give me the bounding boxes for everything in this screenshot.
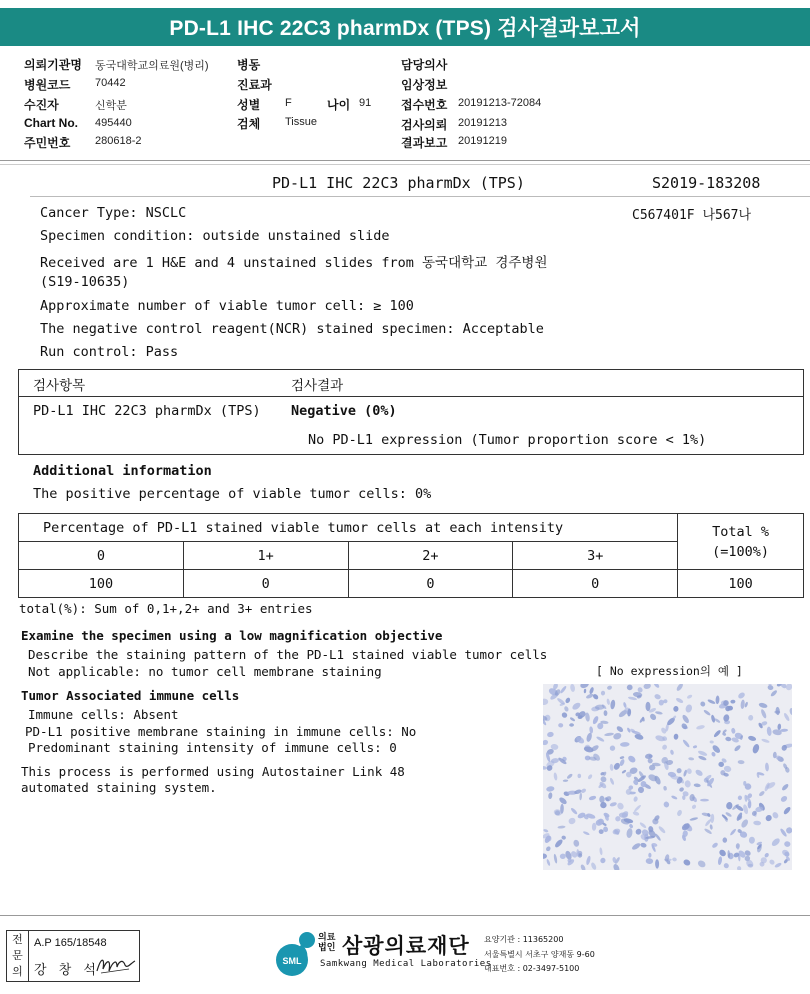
result-detail: No PD-L1 expression (Tumor proportion score < 1%) [308, 432, 707, 448]
resident-no-label: 주민번호 [24, 136, 71, 150]
specimen-value: Tissue [285, 116, 317, 128]
nucleus-mark [693, 745, 698, 749]
examine-line-2: Not applicable: no tumor cell membrane staining [28, 664, 382, 679]
nucleus-mark [558, 796, 568, 805]
nucleus-mark [737, 845, 740, 850]
result-item: PD-L1 IHC 22C3 pharmDx (TPS) [33, 403, 261, 419]
institution-value: 동국대학교의료원(병리) [95, 60, 209, 72]
nucleus-mark [543, 739, 549, 746]
specimen-number: S2019-183208 [652, 174, 761, 192]
nucleus-mark [566, 773, 573, 780]
nucleus-mark [658, 699, 664, 705]
nucleus-mark [774, 862, 782, 868]
nucleus-mark [718, 848, 727, 857]
nucleus-mark [633, 804, 641, 812]
receipt-no-value: 20191213-72084 [458, 97, 542, 109]
outside-specimen-no: (S19-10635) [40, 274, 130, 290]
org-info-3: 대표번호 : 02-3497-5100 [484, 964, 580, 973]
nucleus-mark [583, 831, 590, 836]
nucleus-mark [737, 795, 742, 800]
nucleus-mark [775, 707, 780, 715]
nucleus-mark [633, 796, 638, 802]
nucleus-mark [610, 745, 616, 751]
cancer-type: Cancer Type: NSCLC [40, 205, 187, 221]
nucleus-mark [565, 697, 572, 704]
nucleus-mark [546, 859, 551, 866]
nucleus-mark [559, 685, 567, 694]
immune-cells: Immune cells: Absent [28, 707, 179, 722]
org-info-2: 서울특별시 서초구 양재동 9-60 [484, 950, 595, 959]
intensity-total: 100 [678, 570, 804, 598]
patient-value: 신학분 [95, 100, 127, 112]
nucleus-mark [592, 715, 600, 725]
age-value: 91 [359, 97, 372, 109]
nucleus-mark [786, 827, 792, 834]
nucleus-mark [604, 732, 614, 736]
examine-heading: Examine the specimen using a low magnification objective [21, 628, 443, 643]
nucleus-mark [783, 806, 792, 816]
nucleus-mark [764, 814, 773, 823]
nucleus-mark [768, 859, 775, 866]
nucleus-mark [612, 828, 621, 836]
block-number: C567401F 나567나 [632, 208, 752, 223]
total-header [678, 514, 804, 570]
nucleus-mark [599, 847, 603, 855]
nucleus-mark [589, 726, 593, 734]
immune-heading: Tumor Associated immune cells [21, 688, 240, 703]
nucleus-mark [753, 820, 761, 825]
nucleus-mark [731, 728, 736, 734]
nucleus-mark [675, 697, 684, 704]
header-divider [0, 160, 810, 161]
intensity-col-0: 0 [19, 542, 184, 570]
nucleus-mark [620, 742, 630, 747]
nucleus-mark [623, 702, 627, 709]
nucleus-mark [697, 750, 708, 757]
nucleus-mark [626, 828, 633, 839]
nucleus-mark [789, 707, 792, 715]
nucleus-mark [569, 723, 574, 727]
stamp-char-1: 전 [12, 933, 23, 946]
request-date-value: 20191213 [458, 117, 507, 129]
nucleus-mark [592, 823, 597, 831]
nucleus-mark [758, 790, 765, 797]
nucleus-mark [707, 699, 716, 705]
nucleus-mark [679, 787, 685, 793]
nucleus-mark [554, 838, 564, 848]
process-note-1: This process is performed using Autostainer Link 48 [21, 764, 405, 779]
doctor-label: 담당의사 [401, 58, 448, 72]
nucleus-mark [689, 817, 698, 822]
nucleus-mark [598, 829, 603, 834]
nucleus-mark [780, 728, 788, 732]
nucleus-mark [729, 828, 736, 836]
nucleus-mark [585, 855, 591, 865]
additional-text: The positive percentage of viable tumor cells: 0% [33, 486, 432, 502]
intensity-col-3plus: 3+ [513, 542, 678, 570]
stamp-char-3: 의 [12, 965, 23, 978]
nucleus-mark [640, 842, 647, 848]
run-control: Run control: Pass [40, 344, 179, 360]
nucleus-mark [710, 814, 714, 824]
nucleus-mark [543, 698, 548, 705]
total-label-2: (=100%) [712, 543, 769, 560]
nucleus-mark [569, 717, 575, 722]
nucleus-mark [770, 689, 778, 697]
intensity-header: Percentage of PD-L1 stained viable tumor cells at each intensity [19, 514, 678, 542]
nucleus-mark [654, 693, 662, 700]
nucleus-mark [606, 685, 612, 690]
nucleus-mark [561, 835, 567, 840]
nucleus-mark [715, 695, 719, 704]
org-prefix [318, 933, 335, 953]
nucleus-mark [685, 704, 694, 714]
nucleus-mark [771, 811, 779, 820]
nucleus-mark [733, 744, 741, 752]
nucleus-mark [543, 853, 547, 859]
intensity-col-1plus: 1+ [183, 542, 348, 570]
nucleus-mark [563, 779, 569, 782]
resident-no-value: 280618-2 [95, 135, 142, 147]
nucleus-mark [592, 693, 599, 700]
nucleus-mark [606, 698, 610, 705]
nucleus-mark [610, 699, 616, 709]
nucleus-mark [588, 795, 596, 801]
intensity-value-1plus: 0 [183, 570, 348, 598]
specimen-label: 검체 [237, 117, 261, 131]
chart-no-label: Chart No. [24, 116, 78, 130]
nucleus-mark [570, 807, 578, 815]
hospital-code-label: 병원코드 [24, 78, 71, 92]
additional-heading: Additional information [33, 463, 212, 479]
nucleus-mark [672, 857, 677, 862]
nucleus-mark [596, 736, 605, 743]
nucleus-mark [725, 736, 732, 741]
org-prefix-2: 법인 [318, 943, 336, 953]
nucleus-mark [748, 715, 754, 721]
org-prefix-1: 의료 [318, 933, 336, 943]
signature-icon [95, 953, 137, 977]
nucleus-mark [627, 684, 633, 690]
nucleus-mark [561, 711, 569, 719]
nucleus-mark [670, 749, 675, 755]
nucleus-mark [601, 691, 606, 696]
nucleus-mark [570, 684, 576, 692]
nucleus-mark [681, 714, 690, 724]
nucleus-mark [700, 799, 709, 802]
nucleus-mark [770, 837, 781, 847]
test-name: PD-L1 IHC 22C3 pharmDx (TPS) [272, 174, 525, 192]
nucleus-mark [780, 795, 789, 803]
nucleus-mark [621, 769, 626, 774]
nucleus-mark [627, 754, 637, 764]
nucleus-mark [691, 804, 697, 810]
nucleus-mark [557, 825, 565, 829]
nucleus-mark [699, 701, 706, 708]
nucleus-mark [698, 755, 707, 761]
nucleus-mark [711, 842, 719, 849]
doctor-name: 강 창 석 [34, 963, 100, 978]
nucleus-mark [637, 786, 644, 794]
ward-label: 병동 [237, 58, 261, 72]
org-name: 삼광의료재단 [342, 934, 470, 958]
receipt-no-label: 접수번호 [401, 98, 448, 112]
nucleus-mark [680, 722, 688, 730]
intensity-value-0: 100 [19, 570, 184, 598]
nucleus-mark [648, 853, 651, 858]
nucleus-mark [723, 862, 730, 869]
nucleus-mark [579, 793, 582, 801]
nucleus-mark [740, 699, 745, 709]
nucleus-mark [599, 796, 605, 803]
nucleus-mark [547, 731, 554, 737]
nucleus-mark [752, 743, 761, 754]
ap-number: A.P 165/18548 [34, 937, 107, 949]
nucleus-mark [737, 691, 746, 699]
nucleus-mark [726, 802, 733, 810]
nucleus-mark [609, 777, 615, 785]
footer-divider [0, 915, 810, 916]
nucleus-mark [573, 839, 580, 847]
nucleus-mark [604, 795, 612, 802]
nucleus-mark [634, 733, 644, 741]
nucleus-mark [609, 801, 617, 807]
result-col-item: 검사항목 [33, 378, 86, 394]
nucleus-mark [558, 723, 563, 728]
nucleus-mark [658, 825, 667, 834]
result-box-divider [18, 396, 804, 397]
nucleus-mark [548, 792, 553, 799]
nucleus-mark [616, 802, 625, 811]
nucleus-mark [748, 801, 752, 808]
intensity-value-2plus: 0 [348, 570, 513, 598]
nucleus-mark [696, 724, 705, 730]
nucleus-mark [571, 701, 582, 711]
nucleus-mark [545, 846, 551, 853]
patient-label: 수진자 [24, 98, 59, 112]
nucleus-mark [612, 732, 622, 741]
hospital-code-value: 70442 [95, 77, 126, 89]
ncr-status: The negative control reagent(NCR) stained specimen: Acceptable [40, 321, 544, 337]
nucleus-mark [612, 863, 620, 870]
chart-no-value: 495440 [95, 117, 132, 129]
immune-intensity: Predominant staining intensity of immune cells: 0 [28, 740, 397, 755]
nucleus-mark [553, 772, 558, 780]
institution-label: 의뢰기관명 [24, 58, 82, 72]
nucleus-mark [676, 809, 683, 817]
logo-text: SML [282, 956, 302, 966]
nucleus-mark [717, 856, 722, 865]
nucleus-mark [676, 684, 685, 692]
stained-tissue-picture [543, 684, 792, 870]
nucleus-mark [758, 702, 768, 709]
clinical-info-label: 임상정보 [401, 78, 448, 92]
report-date-value: 20191219 [458, 135, 507, 147]
sml-logo-icon [270, 928, 320, 978]
nucleus-mark [586, 732, 593, 742]
nucleus-mark [655, 711, 663, 715]
nucleus-mark [663, 786, 667, 791]
nucleus-mark [688, 757, 694, 761]
nucleus-mark [590, 862, 597, 870]
nucleus-mark [686, 768, 692, 775]
nucleus-mark [649, 713, 658, 722]
nucleus-mark [683, 769, 688, 777]
received-slides: Received are 1 H&E and 4 unstained slides from 동국대학교 경주병원 [40, 255, 548, 271]
nucleus-mark [673, 733, 678, 739]
nucleus-mark [738, 760, 745, 764]
nucleus-mark [553, 854, 558, 864]
intensity-value-3plus: 0 [513, 570, 678, 598]
nucleus-mark [673, 706, 679, 712]
nucleus-mark [723, 837, 728, 842]
specimen-condition: Specimen condition: outside unstained slide [40, 228, 390, 244]
specialist-label [7, 931, 29, 981]
nucleus-mark [653, 684, 660, 689]
viable-tumor-count: Approximate number of viable tumor cell: ≥ 100 [40, 298, 414, 314]
nucleus-mark [645, 753, 653, 759]
nucleus-mark [761, 738, 770, 743]
department-label: 진료과 [237, 78, 272, 92]
nucleus-mark [682, 858, 691, 866]
nucleus-mark [577, 774, 581, 779]
nucleus-mark [563, 706, 569, 713]
nucleus-mark [730, 700, 735, 704]
nucleus-mark [641, 781, 647, 787]
nucleus-mark [760, 709, 767, 720]
nucleus-mark [599, 857, 606, 864]
nucleus-mark [676, 767, 683, 774]
nucleus-mark [609, 764, 613, 771]
nucleus-mark [693, 783, 700, 788]
nucleus-mark [663, 801, 670, 809]
nucleus-mark [682, 739, 690, 748]
microscopy-image [543, 684, 792, 870]
intensity-table [18, 513, 804, 598]
nucleus-mark [585, 693, 594, 699]
nucleus-mark [694, 768, 703, 777]
nucleus-mark [661, 744, 668, 751]
process-note-2: automated staining system. [21, 780, 217, 795]
nucleus-mark [777, 723, 781, 730]
report-date-label: 결과보고 [401, 136, 448, 150]
report-title: PD-L1 IHC 22C3 pharmDx (TPS) 검사결과보고서 [0, 8, 810, 46]
nucleus-mark [616, 725, 625, 733]
result-value: Negative (0%) [291, 403, 397, 419]
nucleus-mark [587, 774, 593, 780]
nucleus-mark [634, 828, 642, 836]
nucleus-mark [655, 859, 659, 868]
request-date-label: 검사의뢰 [401, 118, 448, 132]
nucleus-mark [749, 837, 755, 844]
specialist-stamp [6, 930, 140, 982]
intensity-footnote: total(%): Sum of 0,1+,2+ and 3+ entries [19, 601, 313, 616]
nucleus-mark [546, 786, 555, 793]
nucleus-mark [744, 701, 748, 707]
nucleus-mark [781, 783, 789, 791]
nucleus-mark [613, 762, 621, 771]
nucleus-mark [686, 694, 692, 700]
nucleus-mark [619, 756, 624, 760]
nucleus-mark [580, 864, 587, 870]
nucleus-mark [765, 762, 769, 771]
age-label: 나이 [327, 98, 351, 112]
nucleus-mark [560, 853, 567, 859]
nucleus-mark [748, 735, 757, 742]
nucleus-mark [709, 824, 713, 830]
nucleus-mark [784, 841, 791, 848]
nucleus-mark [783, 712, 790, 721]
nucleus-mark [697, 859, 707, 869]
nucleus-mark [718, 762, 724, 768]
nucleus-mark [713, 729, 722, 738]
nucleus-mark [709, 740, 714, 744]
org-english-name: Samkwang Medical Laboratories [320, 959, 492, 969]
nucleus-mark [737, 866, 742, 870]
nucleus-mark [603, 710, 607, 716]
nucleus-mark [711, 751, 717, 757]
nucleus-mark [543, 828, 549, 833]
nucleus-mark [643, 684, 652, 690]
nucleus-mark [740, 818, 749, 828]
nucleus-mark [645, 702, 650, 711]
image-caption: [ No expression의 예 ] [596, 664, 743, 678]
stamp-char-2: 문 [12, 949, 23, 962]
intensity-col-2plus: 2+ [348, 542, 513, 570]
result-col-result: 검사결과 [291, 378, 344, 394]
nucleus-mark [645, 858, 653, 864]
nucleus-mark [568, 817, 577, 825]
nucleus-mark [632, 811, 640, 817]
nucleus-mark [766, 726, 772, 736]
nucleus-mark [639, 821, 647, 828]
examine-line-1: Describe the staining pattern of the PD-L1 stained viable tumor cells [28, 647, 548, 662]
sex-value: F [285, 97, 292, 109]
sex-label: 성별 [237, 98, 261, 112]
nucleus-mark [589, 687, 595, 695]
nucleus-mark [631, 842, 641, 851]
header-divider-2 [0, 164, 810, 165]
nucleus-mark [584, 689, 587, 694]
nucleus-mark [629, 823, 634, 829]
total-label-1: Total % [712, 523, 769, 540]
immune-pdl1-staining: PD-L1 positive membrane staining in immune cells: No [25, 724, 417, 739]
nucleus-mark [703, 709, 711, 716]
nucleus-mark [684, 780, 691, 788]
test-divider [30, 196, 810, 197]
org-info-1: 요양기관 : 11365200 [484, 935, 564, 944]
nucleus-mark [671, 795, 678, 800]
nucleus-mark [579, 684, 590, 690]
